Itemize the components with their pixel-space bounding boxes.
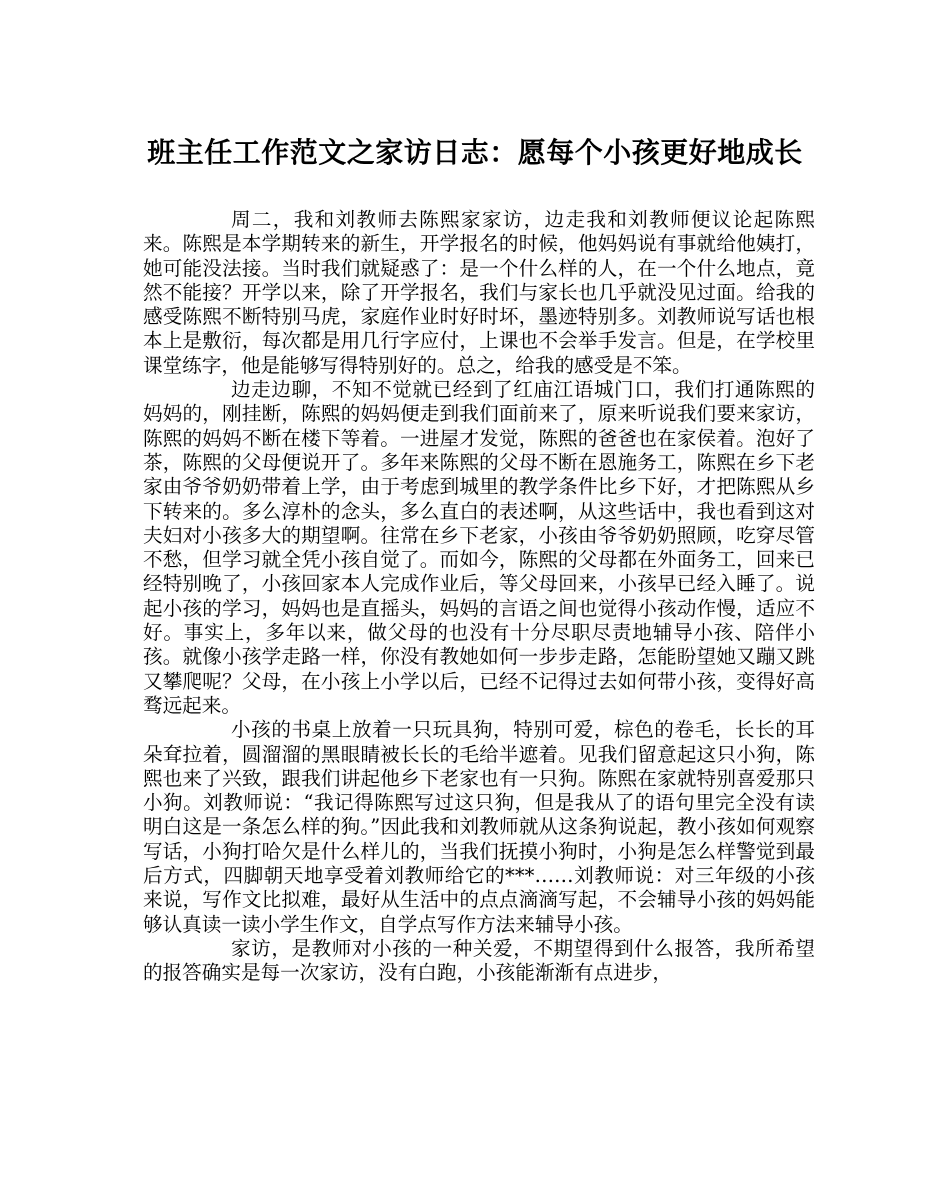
paragraph-2: 边走边聊，不知不觉就已经到了红庙江语城门口，我们打通陈熙的妈妈的，刚挂断，陈熙的妈妈便走到我们面前来了，原来听说我们要来家访，陈熙的妈妈不断在楼下等着。一进屋才发觉，陈熙的爸爸也在家侯着。泡好了茶，陈熙的父母便说开了。多年来陈熙的父母不断在恩施务工，陈熙在乡下老家由爷爷奶奶带着上学，由于考虑到城里的教学条件比乡下好，才把陈熙从乡下转来的。多么淳朴的念头，多么直白的表述啊，从这些话中，我也看到这对夫妇对小孩多大的期望啊。往常在乡下老家，小孩由爷爷奶奶照顾，吃穿尽管不愁，但学习就全凭小孩自觉了。而如今，陈熙的父母都在外面务工，回来已经特别晚了，小孩回家本人完成作业后，等父母回来，小孩早已经入睡了。说起小孩的学习，妈妈也是直摇头，妈妈的言语之间也觉得小孩动作慢，适应不好。事实上，多年以来，做父母的也没有十分尽职尽责地辅导小孩、陪伴小孩。就像小孩学走路一样，你没有教她如何一步步走路，怎能盼望她又蹦又跳又攀爬呢？父母，在小孩上小学以后，已经不记得过去如何带小孩，变得好高骛远起来。: [143, 378, 815, 717]
document-body: [143, 208, 815, 986]
paragraph-3: 小孩的书桌上放着一只玩具狗，特别可爱，棕色的卷毛，长长的耳朵耷拉着，圆溜溜的黑眼睛被长长的毛给半遮着。见我们留意起这只小狗，陈熙也来了兴致，跟我们讲起他乡下老家也有一只狗。陈熙在家就特别喜爱那只小狗。刘教师说：“我记得陈熙写过这只狗，但是我从了的语句里完全没有读明白这是一条怎么样的狗。”因此我和刘教师就从这条狗说起，教小孩如何观察写话，小狗打哈欠是什么样儿的，当我们抚摸小狗时，小狗是怎么样警觉到最后方式，四脚朝天地享受着刘教师给它的***……刘教师说：对三年级的小孩来说，写作文比拟难，最好从生活中的点点滴滴写起，不会辅导小孩的妈妈能够认真读一读小学生作文，自学点写作方法来辅导小孩。: [143, 718, 815, 936]
paragraph-1: 周二，我和刘教师去陈熙家家访，边走我和刘教师便议论起陈熙来。陈熙是本学期转来的新生，开学报名的时候，他妈妈说有事就给他姨打，她可能没法接。当时我们就疑惑了：是一个什么样的人，在一个什么地点，竟然不能接？开学以来，除了开学报名，我们与家长也几乎就没见过面。给我的感受陈熙不断特别马虎，家庭作业时好时坏，墨迹特别多。刘教师说写话也根本上是敷衍，每次都是用几行字应付，上课也不会举手发言。但是，在学校里课堂练字，他是能够写得特别好的。总之，给我的感受是不笨。: [143, 208, 815, 377]
paragraph-4: 家访，是教师对小孩的一种关爱，不期望得到什么报答，我所希望的报答确实是每一次家访，没有白跑，小孩能渐渐有点进步，: [143, 936, 815, 985]
document-title: 班主任工作范文之家访日志：愿每个小孩更好地成长: [147, 136, 803, 169]
